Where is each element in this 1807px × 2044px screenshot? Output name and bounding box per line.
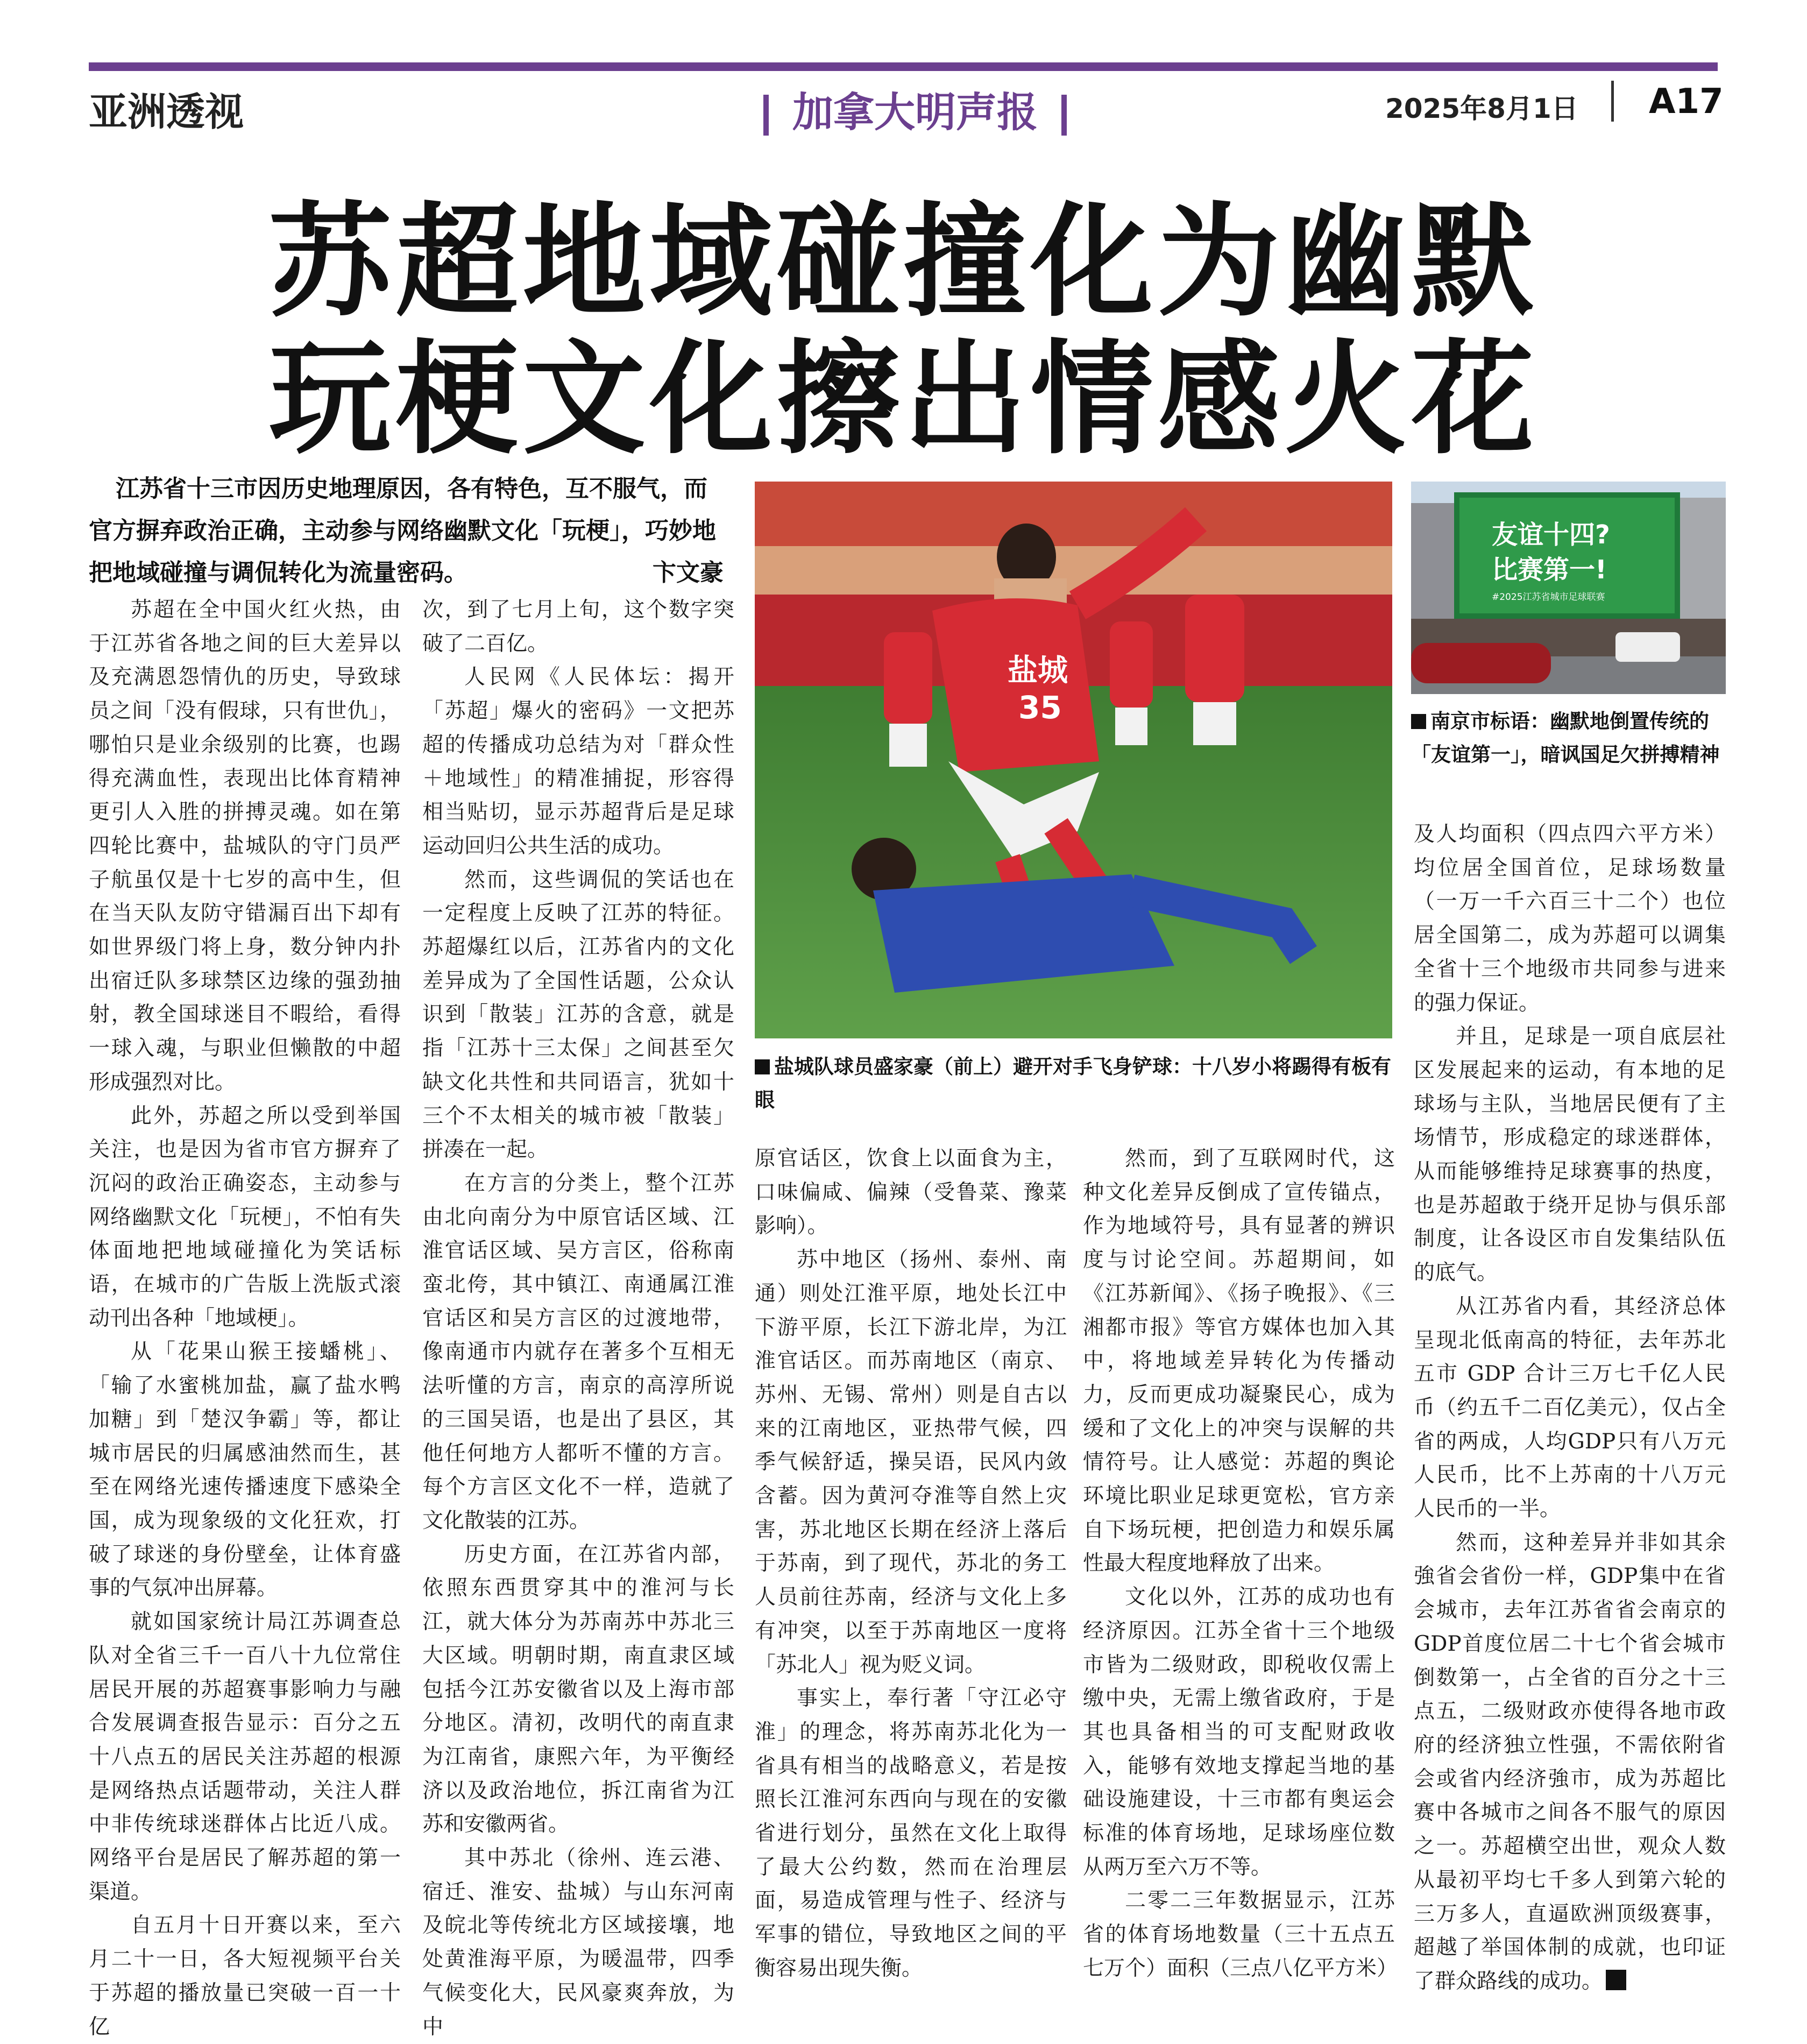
jersey-team: 盐城 [1008, 653, 1068, 688]
paragraph: 在方言的分类上，整个江苏由北向南分为中原官话区域、江淮官话区域、吴方言区，俗称南蛮北侉，其中镇江、南通属江淮官话区和吴方言区的过渡地带，像南通市内就存在著多个互相无法听懂的方言，南京的高淳所说的三国吴语，也是出了县区，其他任何地方人都听不懂的方言。每个方言区文化不一样，造就了文化散装的江苏。 [422, 1171, 734, 1533]
body-column-5 [1414, 818, 1726, 1999]
main-caption-text: 盐城队球员盛家豪（前上）避开对手飞身铲球：十八岁小将踢得有板有眼 [755, 1055, 1391, 1112]
paragraph: 然而，这些调侃的笑话也在一定程度上反映了江苏的特征。苏超爆红以后，江苏省内的文化差异成为了全国性话题，公众认识到「散装」江苏的含意，就是指「江苏十三太保」之间甚至欠缺文化共性和共同语言，犹如十三个不太相关的城市被「散装」拼凑在一起。 [422, 867, 734, 1162]
side-photo-caption [1411, 705, 1726, 772]
paragraph: 就如国家统计局江苏调查总队对全省三千一百八十九位常住居民开展的苏超赛事影响力与融合发展调查报告显示：百分之五十八点五的居民关注苏超的根源是网络热点话题带动，关注人群中非传统球迷群体占比近八成。网络平台是居民了解苏超的第一渠道。 [89, 1610, 401, 1904]
paragraph: 次，到了七月上旬，这个数字突破了二百亿。 [422, 598, 734, 656]
paragraph: 二零二三年数据显示，江苏省的体育场地数量（三十五点五七万个）面积（三点八亿平方米） [1083, 1889, 1398, 1981]
caption-marker-icon [1411, 714, 1426, 729]
masthead [740, 80, 1090, 138]
header-divider [1611, 81, 1614, 122]
headline-line-2: 玩梗文化擦出情感火花 [268, 328, 1539, 471]
body-column-1 [89, 593, 401, 2044]
paragraph: 此外，苏超之所以受到举国关注，也是因为省市官方摒弃了沉闷的政治正确姿态，主动参与网络幽默文化「玩梗」，不怕有失体面地把地域碰撞化为笑话标语，在城市的广告版上洗版式滚动刊出各种「地域梗」。 [89, 1104, 401, 1331]
masthead-left-bar [763, 95, 769, 136]
lead-paragraph [89, 468, 724, 594]
paragraph: 自五月十日开赛以来，至六月二十一日，各大短视频平台关于苏超的播放量已突破一百一十亿 [89, 1913, 401, 2039]
issue-date: 2025年8月1日 [1385, 93, 1578, 124]
main-photo [755, 482, 1392, 1038]
masthead-right-bar [1061, 95, 1067, 136]
paragraph: 其中苏北（徐州、连云港、宿迁、淮安、盐城）与山东河南及皖北等传统北方区域接壤，地处黄淮海平原，为暖温带，四季气候变化大，民风豪爽奔放，为中 [422, 1846, 734, 2039]
billboard-line-1: 友谊十四? [1492, 520, 1610, 550]
paragraph: 苏中地区（扬州、泰州、南通）则处江淮平原，地处长江中下游平原，长江下游北岸，为江淮官话区。而苏南地区（南京、苏州、无锡、常州）则是自古以来的江南地区，亚热带气候，四季气候舒适，操吴语，民风内敛含蓄。因为黄河夺淮等自然上灾害，苏北地区长期在经济上落后于苏南，到了现代，苏北的务工人员前往苏南，经济与文化上多有冲突，以至于苏南地区一度将「苏北人」视为贬义词。 [755, 1248, 1067, 1677]
end-of-article-icon [1606, 1970, 1626, 1990]
paragraph-text: 然而，这种差异并非如其余強省会省份一样，GDP集中在省会城市，去年江苏省省会南京的GDP首度位居二十七个省会城市倒数第一，占全省的百分之十三点五，二级财政亦使得各地市政府的经济独立性强，不需依附省会或省内经济強市，成为苏超比赛中各城市之间各不服气的原因之一。苏超横空出世，观众人数从最初平均七千多人到第六轮的三万多人，直逼欧洲顶级赛事，超越了举国体制的成就，也印证了群众路线的成功。 [1414, 1530, 1726, 1993]
paragraph: 文化以外，江苏的成功也有经济原因。江苏全省十三个地级市皆为二级财政，即税收仅需上缴中央，无需上缴省政府，于是其也具备相当的可支配财政收入，能够有效地支撑起当地的基础设施建设，十三市都有奥运会标准的体育场地，足球场座位数从两万至六万不等。 [1083, 1585, 1395, 1879]
paragraph: 事实上，奉行著「守江必守淮」的理念，将苏南苏北化为一省具有相当的战略意义，若是按照长江淮河东西向与现在的安徽省进行划分，虽然在文化上取得了最大公约数，然而在治理层面，易造成管理与性子、经济与军事的错位，导致地区之间的平衡容易出现失衡。 [755, 1686, 1067, 1981]
billboard-small-text: #2025江苏省城市足球联赛 [1492, 592, 1605, 603]
paragraph: 原官话区，饮食上以面食为主，口味偏咸、偏辣（受鲁菜、豫菜影响）。 [755, 1147, 1067, 1239]
paragraph: 及人均面积（四点四六平方米）均位居全国首位，足球场数量（一万一千六百三十二个）也位居全国第二，成为苏超可以调集全省十三个地级市共同参与进来的强力保证。 [1414, 822, 1726, 1015]
football-match-photo [755, 482, 1392, 1038]
paragraph: 然而，到了互联网时代，这种文化差异反倒成了宣传锚点，作为地域符号，具有显著的辨识度与讨论空间。苏超期间，如《江苏新闻》、《扬子晚报》、《三湘都市报》等官方媒体也加入其中，将地域差异转化为传播动力，反而更成功凝聚民心，成为缓和了文化上的冲突与误解的共情符号。让人感觉：苏超的舆论环境比职业足球更宽松，官方亲自下场玩梗，把创造力和娱乐属性最大程度地释放了出来。 [1083, 1147, 1395, 1576]
billboard-line-2: 比赛第一! [1492, 555, 1607, 585]
body-column-3 [755, 1142, 1067, 1986]
section-title: 亚洲透视 [89, 89, 244, 135]
page-number: A17 [1649, 82, 1724, 122]
main-photo-caption [755, 1050, 1400, 1117]
paragraph: 从「花果山猴王接蟠桃」、「输了水蜜桃加盐，赢了盐水鸭加糖」到「楚汉争霸」等，都让城市居民的归属感油然而生，甚至在网络光速传播速度下感染全国，成为现象级的文化狂欢，打破了球迷的身份壁垒，让体育盛事的气氛冲出屏幕。 [89, 1340, 401, 1601]
paragraph [1414, 1526, 1726, 1999]
body-column-2 [422, 593, 734, 2044]
masthead-bold: 明声报 [915, 88, 1038, 136]
paragraph: 苏超在全中国火红火热，由于江苏省各地之间的巨大差异以及充满恩怨情仇的历史，导致球员之间「没有假球，只有世仇」，哪怕只是业余级别的比赛，也踢得充满血性，表现出比体育精神更引人入胜的拼搏灵魂。如在第四轮比赛中，盐城队的守门员严子航虽仅是十七岁的高中生，但在当天队友防守错漏百出下却有如世界级门将上身，数分钟内扑出宿迁队多球禁区边缘的强劲抽射，教全国球迷目不暇给，看得一球入魂，与职业但懒散的中超形成强烈对比。 [89, 598, 401, 1094]
side-caption-text: 南京市标语：幽默地倒置传统的「友谊第一」，暗讽国足欠拼搏精神 [1411, 710, 1720, 766]
page-header [89, 75, 1724, 136]
paragraph: 并且，足球是一项自底层社区发展起来的运动，有本地的足球场与主队，当地居民便有了主场情节，形成稳定的球迷群体，从而能够维持足球赛事的热度，也是苏超敢于绕开足协与俱乐部制度，让各设区市自发集结队伍的底气。 [1414, 1024, 1726, 1285]
paragraph: 历史方面，在江苏省内部，依照东西贯穿其中的淮河与长江，就大体分为苏南苏中苏北三大区域。明朝时期，南直隶区域包括今江苏安徽省以及上海市部分地区。清初，改明代的南直隶为江南省，康熙六年，为平衡经济以及政治地位，拆江南省为江苏和安徽两省。 [422, 1542, 734, 1837]
side-photo [1411, 482, 1726, 694]
headline-line-1: 苏超地域碰撞化为幽默 [268, 190, 1539, 334]
byline: 卞文豪 [653, 559, 724, 586]
masthead-regular: 加拿大 [792, 88, 915, 136]
paragraph: 人民网《人民体坛：揭开「苏超」爆火的密码》一文把苏超的传播成功总结为对「群众性＋地域性」的精准捕捉，形容得相当贴切，显示苏超背后是足球运动回归公共生活的成功。 [422, 665, 734, 858]
top-rule [89, 62, 1718, 71]
billboard-photo [1411, 482, 1726, 694]
jersey-number: 35 [1018, 689, 1062, 726]
paragraph: 从江苏省内看，其经济总体呈现北低南高的特征，去年苏北五市 GDP 合计三万七千亿人民币（约五千二百亿美元），仅占全省的两成，人均GDP只有八万元人民币，比不上苏南的十八万元人民币的一半。 [1414, 1294, 1726, 1522]
lead-text: 江苏省十三市因历史地理原因，各有特色，互不服气，而官方摒弃政治正确，主动参与网络幽默文化「玩梗」，巧妙地把地域碰撞与调侃转化为流量密码。 [89, 475, 716, 586]
caption-marker-icon [755, 1059, 770, 1074]
body-column-4 [1083, 1142, 1398, 1986]
